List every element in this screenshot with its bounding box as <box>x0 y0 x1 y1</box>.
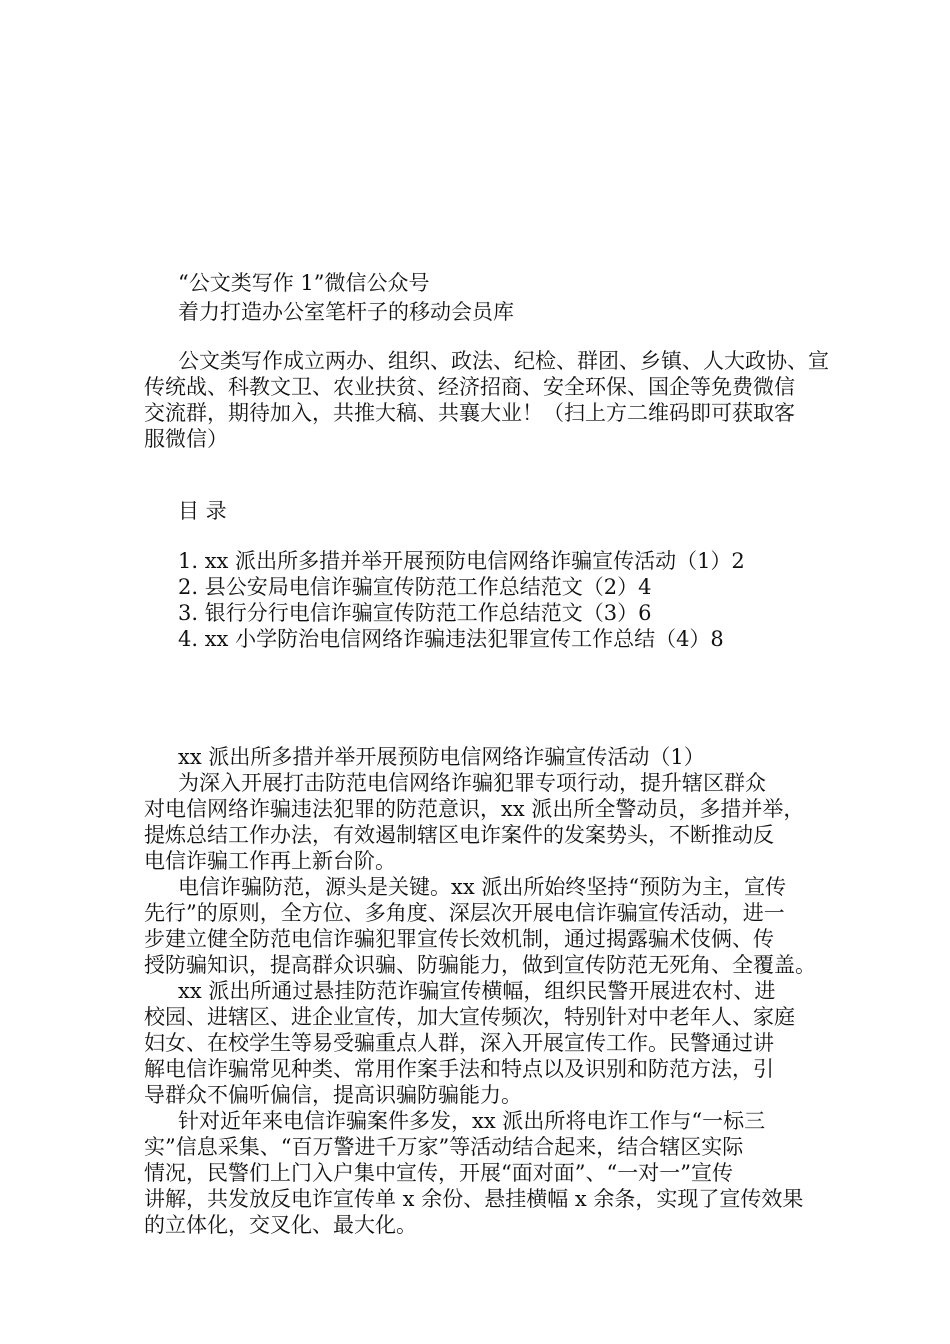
article-line: xx 派出所通过悬挂防范诈骗宣传横幅，组织民警开展进农村、进 <box>178 979 776 1003</box>
article-line: 电信诈骗防范，源头是关键。xx 派出所始终坚持“预防为主，宣传 <box>178 875 787 899</box>
toc-item: 2. 县公安局电信诈骗宣传防范工作总结范文（2）4 <box>178 575 652 599</box>
article-line: 针对近年来电信诈骗案件多发，xx 派出所将电诈工作与“一标三 <box>178 1109 766 1133</box>
article-line: 先行”的原则，全方位、多角度、深层次开展电信诈骗宣传活动，进一 <box>144 901 785 925</box>
article-line: 为深入开展打击防范电信网络诈骗犯罪专项行动，提升辖区群众 <box>178 771 766 795</box>
article-line: 授防骗知识，提高群众识骗、防骗能力，做到宣传防范无死角、全覆盖。 <box>144 953 816 977</box>
article-line: 导群众不偏听偏信，提高识骗防骗能力。 <box>144 1083 522 1107</box>
toc-item: 1. xx 派出所多措并举开展预防电信网络诈骗宣传活动（1）2 <box>178 549 745 573</box>
header-line-1: “公文类写作 1”微信公众号 <box>178 271 430 295</box>
toc-title: 目 录 <box>178 499 227 523</box>
article-line: 实”信息采集、“百万警进千万家”等活动结合起来，结合辖区实际 <box>144 1135 744 1159</box>
article-line: 情况，民警们上门入户集中宣传，开展“面对面”、“一对一”宣传 <box>144 1161 733 1185</box>
article-line: 的立体化，交叉化、最大化。 <box>144 1213 417 1237</box>
article-line: 步建立健全防范电信诈骗犯罪宣传长效机制，通过揭露骗术伎俩、传 <box>144 927 774 951</box>
article-line: 对电信网络诈骗违法犯罪的防范意识，xx 派出所全警动员，多措并举， <box>144 797 805 821</box>
intro-line: 传统战、科教文卫、农业扶贫、经济招商、安全环保、国企等免费微信 <box>144 375 795 399</box>
article-title: xx 派出所多措并举开展预防电信网络诈骗宣传活动（1） <box>178 745 705 769</box>
toc-item: 4. xx 小学防治电信网络诈骗违法犯罪宣传工作总结（4）8 <box>178 627 724 651</box>
article-line: 提炼总结工作办法，有效遏制辖区电诈案件的发案势头，不断推动反 <box>144 823 774 847</box>
intro-line: 公文类写作成立两办、组织、政法、纪检、群团、乡镇、人大政协、宣 <box>178 349 829 373</box>
intro-line: 交流群，期待加入，共推大稿、共襄大业！（扫上方二维码即可获取客 <box>144 401 795 425</box>
toc-item: 3. 银行分行电信诈骗宣传防范工作总结范文（3）6 <box>178 601 652 625</box>
article-line: 讲解，共发放反电诈宣传单 x 余份、悬挂横幅 x 余条，实现了宣传效果 <box>144 1187 804 1211</box>
intro-line: 服微信） <box>144 427 228 451</box>
article-line: 妇女、在校学生等易受骗重点人群，深入开展宣传工作。民警通过讲 <box>144 1031 774 1055</box>
article-line: 解电信诈骗常见种类、常用作案手法和特点以及识别和防范方法，引 <box>144 1057 774 1081</box>
header-line-2: 着力打造办公室笔杆子的移动会员库 <box>178 300 514 324</box>
article-line: 电信诈骗工作再上新台阶。 <box>144 849 396 873</box>
article-line: 校园、进辖区、进企业宣传，加大宣传频次，特别针对中老年人、家庭 <box>144 1005 795 1029</box>
